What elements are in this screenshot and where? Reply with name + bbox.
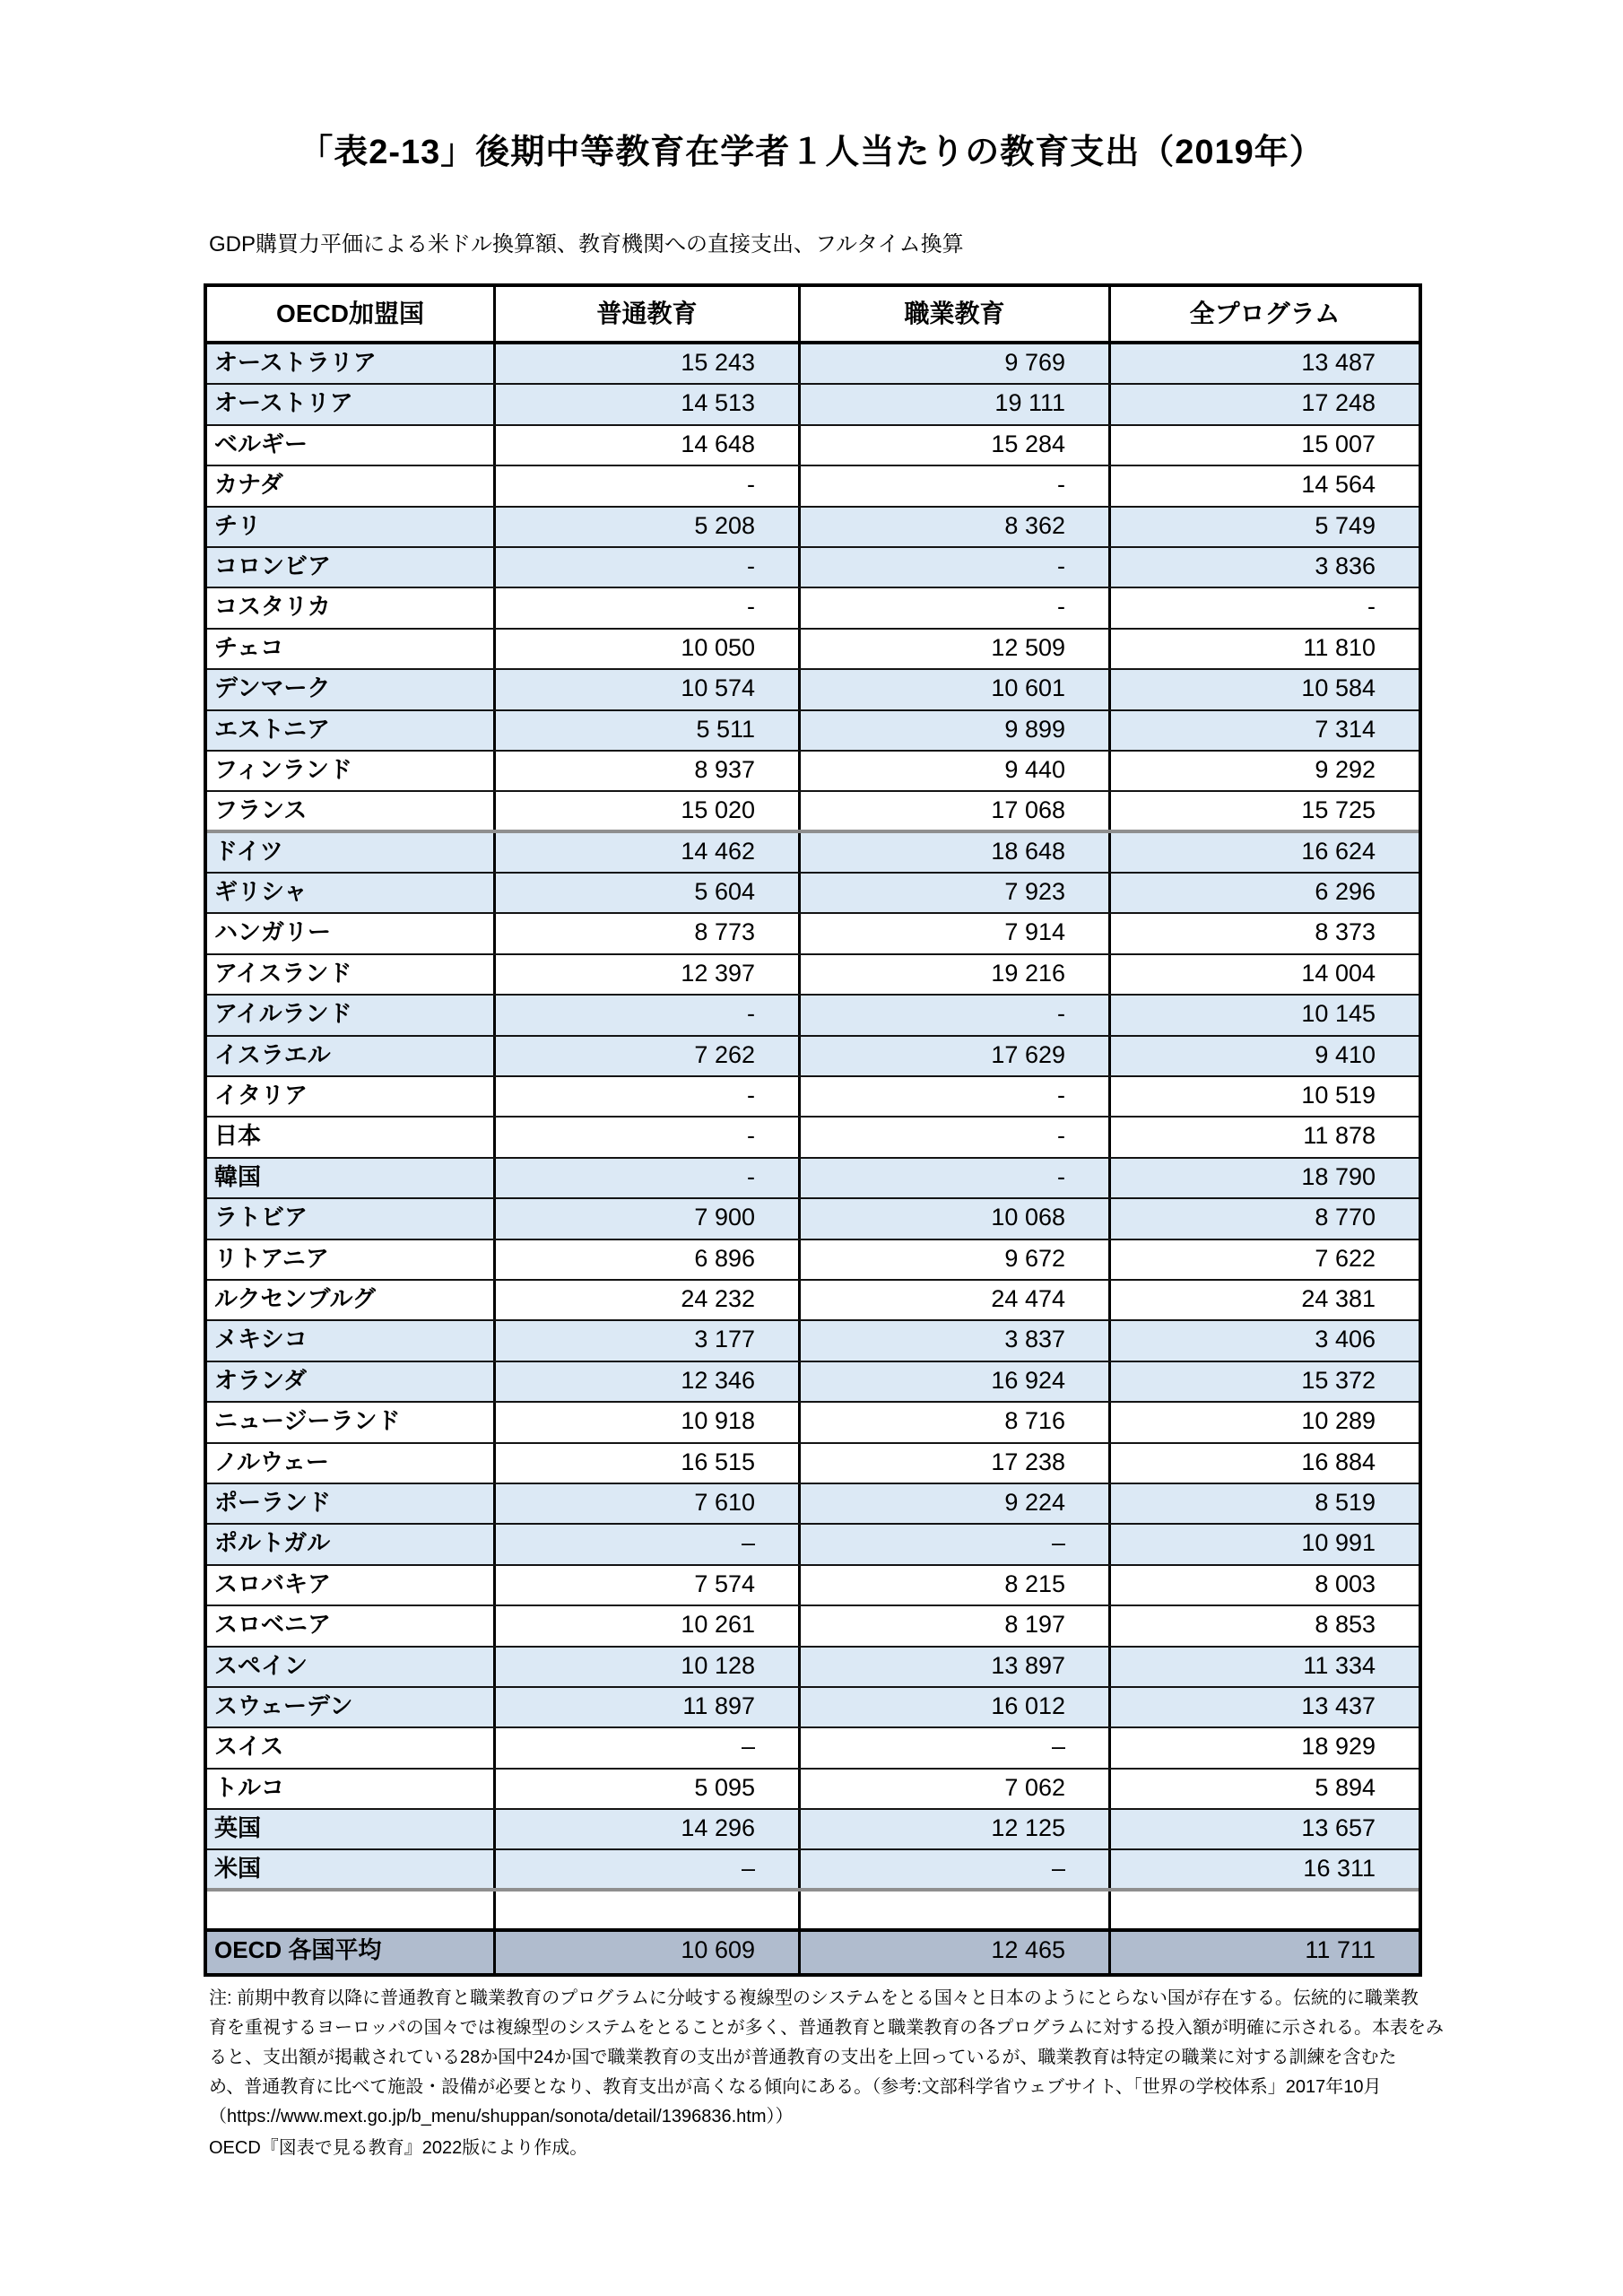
all-programs-cell: - [1367,593,1376,621]
table-row [207,1566,1419,1606]
table-row [207,588,1419,629]
country-cell: オーストリア [207,385,496,423]
all-programs-cell: 15 725 [1301,796,1376,824]
vocational-education-cell: 16 924 [801,1362,1111,1401]
table-row-empty [207,1892,1419,1932]
vocational-education-cell: 9 672 [801,1240,1111,1279]
vocational-education-cell: - [801,588,1111,627]
column-header-vocational: 職業教育 [801,287,1111,341]
general-education-cell: - [496,548,801,587]
general-education-cell: - [496,466,801,505]
vocational-education-cell: - [801,1077,1111,1116]
vocational-education-cell: 13 897 [801,1648,1111,1686]
table-row [207,914,1419,954]
all-programs-cell: 10 289 [1301,1407,1376,1435]
country-cell: コスタリカ [207,588,496,627]
all-programs-cell: 18 929 [1301,1733,1376,1761]
vocational-education-cell: 15 284 [801,426,1111,465]
vocational-education-cell: 17 238 [801,1444,1111,1483]
footnote-line: ると、支出額が掲載されている28か国中24か国で職業教育の支出が普通教育の支出を上回っているが、職業教育は特定の職業に対する訓練を含むた [209,2048,1397,2067]
country-cell: ギリシャ [207,874,496,912]
all-programs-cell: 8 770 [1315,1204,1376,1231]
footnote-line: （https://www.mext.go.jp/b_menu/shuppan/sonota/detail/1396836.htm）） [209,2107,794,2126]
all-programs-cell: 18 790 [1301,1162,1376,1190]
all-programs-cell: 11 878 [1303,1122,1376,1150]
general-education-cell: 10 261 [496,1606,801,1645]
all-programs-cell: 13 657 [1301,1814,1376,1842]
page-subtitle: GDP購買力平価による米ドル換算額、教育機関への直接支出、フルタイム換算 [209,232,964,257]
vocational-education-cell: 17 068 [801,792,1111,829]
country-cell: ポルトガル [207,1525,496,1563]
table-row [207,1281,1419,1321]
country-cell: メキシコ [207,1321,496,1360]
table-body [207,344,1419,1973]
general-education-cell: – [496,1728,801,1767]
vocational-education-cell: 7 914 [801,914,1111,952]
vocational-education-cell: 8 215 [801,1566,1111,1605]
all-programs-cell: 7 622 [1315,1244,1376,1272]
vocational-education-cell: 10 601 [801,670,1111,709]
general-education-cell: 15 243 [496,344,801,383]
column-header-all: 全プログラム [1189,300,1341,327]
table-row [207,752,1419,792]
general-education-cell: 12 346 [496,1362,801,1401]
vocational-education-cell: 8 362 [801,508,1111,546]
vocational-education-cell: 19 111 [801,385,1111,423]
country-cell: ニュージーランド [207,1403,496,1441]
general-education-cell: – [496,1525,801,1563]
table-row [207,1525,1419,1565]
all-programs-cell: 10 991 [1301,1529,1376,1557]
general-education-cell: 7 900 [496,1199,801,1238]
all-programs-cell: 8 519 [1315,1488,1376,1516]
table-row [207,1688,1419,1728]
general-education-cell: 16 515 [496,1444,801,1483]
country-cell: オーストラリア [207,344,496,383]
country-cell: 米国 [207,1850,496,1887]
country-cell: オランダ [207,1362,496,1401]
table-row [207,1770,1419,1810]
vocational-education-cell: 10 068 [801,1199,1111,1238]
table-row [207,874,1419,914]
vocational-education-cell: 7 923 [801,874,1111,912]
table-row [207,670,1419,710]
vocational-education-cell: 19 216 [801,955,1111,994]
general-education-cell: 14 462 [496,833,801,872]
table-row [207,426,1419,466]
education-spending-table [204,283,1422,1977]
table-row [207,1159,1419,1199]
general-education-cell: 7 574 [496,1566,801,1605]
table-row [207,955,1419,996]
all-programs-cell: 13 487 [1301,349,1376,376]
vocational-education-cell: – [801,1525,1111,1563]
all-programs-cell: 11 334 [1303,1651,1376,1679]
all-programs-cell: 17 248 [1301,389,1376,417]
table-row [207,1362,1419,1403]
country-cell: フランス [207,792,496,829]
general-education-cell: 6 896 [496,1240,801,1279]
general-education-cell: 5 208 [496,508,801,546]
vocational-education-cell: 17 629 [801,1037,1111,1075]
vocational-education-cell: 9 769 [801,344,1111,383]
vocational-education-cell: – [801,1850,1111,1887]
footnote-line: 育を重視するヨーロッパの国々では複線型のシステムをとることが多く、普通教育と職業教育の各プログラムに対する投入額が明確に示される。本表をみ [209,2018,1444,2038]
footnote-block [209,1984,1482,2132]
vocational-education-cell: 3 837 [801,1321,1111,1360]
all-programs-cell [1111,1892,1419,1928]
general-education-cell: 10 050 [496,630,801,668]
country-cell: ポーランド [207,1484,496,1523]
country-cell: スロベニア [207,1606,496,1645]
table-row [207,1484,1419,1525]
all-programs-cell: 16 624 [1301,837,1376,865]
country-cell: ノルウェー [207,1444,496,1483]
all-programs-cell: 24 381 [1301,1284,1376,1312]
table-row [207,792,1419,832]
vocational-education-cell: - [801,996,1111,1034]
all-programs-cell: 13 437 [1301,1692,1376,1719]
vocational-education-cell: 9 224 [801,1484,1111,1523]
vocational-education-cell: 18 648 [801,833,1111,872]
table-row [207,630,1419,670]
general-education-cell: 10 918 [496,1403,801,1441]
vocational-education-cell [801,1892,1111,1928]
general-education-cell: - [496,1077,801,1116]
general-education-cell: 10 609 [496,1932,801,1972]
general-education-cell [496,1892,801,1928]
all-programs-cell: 15 007 [1301,430,1376,457]
country-cell: カナダ [207,466,496,505]
all-programs-cell: 8 373 [1315,918,1376,946]
table-row [207,1321,1419,1361]
all-programs-cell: 7 314 [1315,715,1376,743]
table-row [207,711,1419,752]
vocational-education-cell: 24 474 [801,1281,1111,1319]
general-education-cell: - [496,996,801,1034]
country-cell: アイスランド [207,955,496,994]
general-education-cell: 14 513 [496,385,801,423]
country-cell: チェコ [207,630,496,668]
general-education-cell: - [496,1118,801,1156]
all-programs-cell: 8 003 [1315,1570,1376,1597]
country-cell: ハンガリー [207,914,496,952]
footnote-line: め、普通教育に比べて施設・設備が必要となり、教育支出が高くなる傾向にある。（参考:文部科学省ウェブサイト、「世界の学校体系」2017年10月 [209,2077,1382,2097]
country-cell: フィンランド [207,752,496,790]
table-row [207,1444,1419,1484]
table-row [207,385,1419,425]
all-programs-cell: 10 145 [1301,1000,1376,1028]
general-education-cell: 15 020 [496,792,801,829]
vocational-education-cell: 12 125 [801,1810,1111,1848]
vocational-education-cell: 7 062 [801,1770,1111,1808]
table-row [207,1037,1419,1077]
table-row [207,833,1419,874]
table-row [207,344,1419,385]
table-row [207,1240,1419,1281]
country-cell: スウェーデン [207,1688,496,1726]
table-row [207,1728,1419,1769]
general-education-cell: 8 773 [496,914,801,952]
country-cell: リトアニア [207,1240,496,1279]
general-education-cell: - [496,588,801,627]
table-row [207,1199,1419,1239]
page-title: 「表2-13」後期中等教育在学者１人当たりの教育支出（2019年） [299,134,1324,171]
source-attribution: OECD『図表で見る教育』2022版により作成。 [209,2138,588,2158]
all-programs-cell: 11 711 [1305,1936,1376,1964]
table-row [207,466,1419,507]
country-cell: スイス [207,1728,496,1767]
general-education-cell: 7 610 [496,1484,801,1523]
vocational-education-cell: 9 440 [801,752,1111,790]
general-education-cell: 24 232 [496,1281,801,1319]
all-programs-cell: 5 894 [1315,1773,1376,1801]
vocational-education-cell: - [801,1159,1111,1197]
general-education-cell: 7 262 [496,1037,801,1075]
country-cell: イスラエル [207,1037,496,1075]
country-cell: チリ [207,508,496,546]
vocational-education-cell: 8 197 [801,1606,1111,1645]
vocational-education-cell: 12 465 [801,1932,1111,1972]
table-row [207,1077,1419,1118]
country-cell: アイルランド [207,996,496,1034]
vocational-education-cell: – [801,1728,1111,1767]
country-cell: ベルギー [207,426,496,465]
all-programs-cell: 6 296 [1315,878,1376,906]
all-programs-cell: 9 410 [1315,1040,1376,1068]
country-cell [207,1892,496,1928]
all-programs-cell: 3 836 [1315,552,1376,579]
country-cell: OECD 各国平均 [207,1932,496,1972]
vocational-education-cell: - [801,548,1111,587]
vocational-education-cell: - [801,1118,1111,1156]
general-education-cell: 11 897 [496,1688,801,1726]
vocational-education-cell: 12 509 [801,630,1111,668]
all-programs-cell: 10 519 [1301,1082,1376,1109]
all-programs-cell: 15 372 [1301,1366,1376,1394]
table-header-row [207,287,1419,344]
country-cell: トルコ [207,1770,496,1808]
country-cell: エストニア [207,711,496,750]
column-header-country: OECD加盟国 [207,287,496,341]
footnote-line: 注: 前期中教育以降に普通教育と職業教育のプログラムに分岐する複線型のシステムをとる国々と日本のようにとらない国が存在する。伝統的に職業教 [209,1988,1419,2008]
table-row [207,996,1419,1036]
all-programs-cell: 3 406 [1315,1326,1376,1353]
general-education-cell: 8 937 [496,752,801,790]
country-cell: ドイツ [207,833,496,872]
all-programs-cell: 11 810 [1303,633,1376,661]
vocational-education-cell: 16 012 [801,1688,1111,1726]
vocational-education-cell: 8 716 [801,1403,1111,1441]
all-programs-cell: 10 584 [1301,674,1376,702]
all-programs-cell: 16 884 [1301,1448,1376,1475]
country-cell: 日本 [207,1118,496,1156]
table-row [207,1810,1419,1850]
general-education-cell: – [496,1850,801,1887]
general-education-cell: - [496,1159,801,1197]
general-education-cell: 3 177 [496,1321,801,1360]
all-programs-cell: 16 311 [1303,1855,1376,1883]
all-programs-cell: 9 292 [1315,755,1376,783]
general-education-cell: 10 574 [496,670,801,709]
country-cell: スペイン [207,1648,496,1686]
general-education-cell: 5 511 [496,711,801,750]
all-programs-cell: 5 749 [1315,511,1376,539]
table-row [207,1403,1419,1443]
country-cell: スロバキア [207,1566,496,1605]
general-education-cell: 12 397 [496,955,801,994]
general-education-cell: 5 604 [496,874,801,912]
country-cell: ルクセンブルグ [207,1281,496,1319]
general-education-cell: 10 128 [496,1648,801,1686]
general-education-cell: 14 296 [496,1810,801,1848]
vocational-education-cell: 9 899 [801,711,1111,750]
country-cell: デンマーク [207,670,496,709]
table-row [207,548,1419,588]
country-cell: 韓国 [207,1159,496,1197]
column-header-general: 普通教育 [496,287,801,341]
table-row [207,1932,1419,1972]
all-programs-cell: 14 564 [1301,471,1376,499]
table-row [207,1606,1419,1647]
table-row [207,1648,1419,1688]
vocational-education-cell: - [801,466,1111,505]
country-cell: 英国 [207,1810,496,1848]
table-row [207,508,1419,548]
country-cell: ラトビア [207,1199,496,1238]
all-programs-cell: 14 004 [1301,959,1376,987]
general-education-cell: 14 648 [496,426,801,465]
table-row [207,1850,1419,1891]
country-cell: コロンビア [207,548,496,587]
country-cell: イタリア [207,1077,496,1116]
all-programs-cell: 8 853 [1315,1611,1376,1639]
general-education-cell: 5 095 [496,1770,801,1808]
table-row [207,1118,1419,1158]
